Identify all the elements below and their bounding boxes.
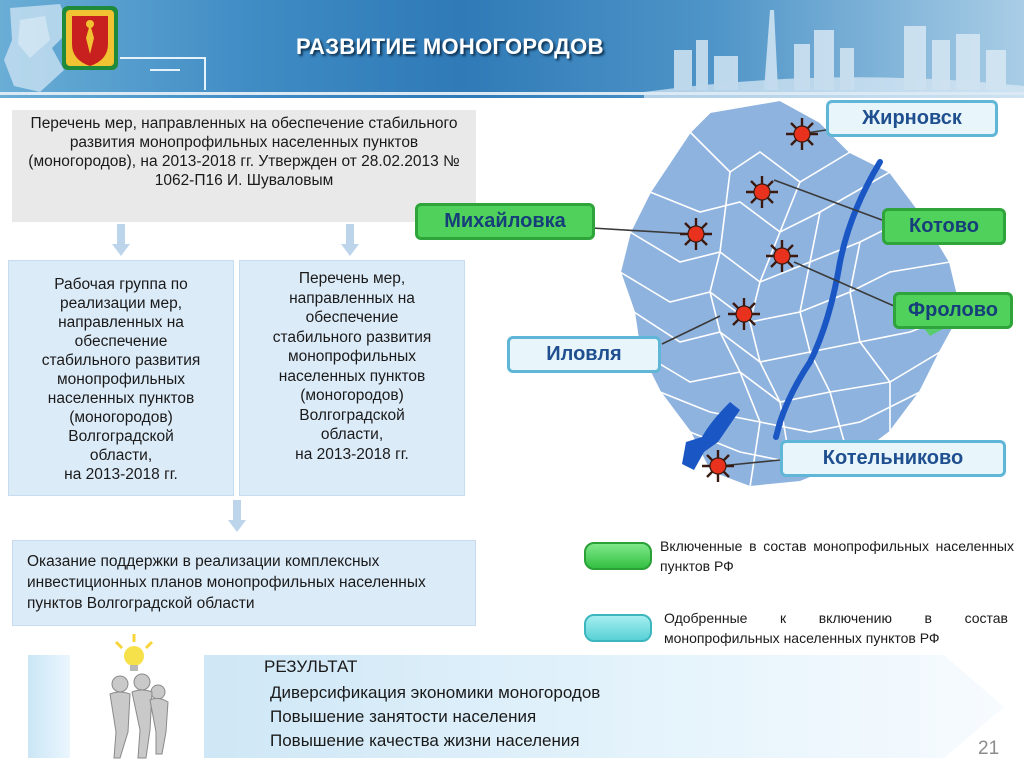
regional-measures-box: Перечень мер, направленных на обеспечение стабильного развития монопрофильных населенных пунктов (моногородов) Волгоградской области, на 2013-2018 гг. (239, 260, 465, 496)
down-arrow-icon (112, 224, 130, 256)
result-item-1: Диверсификация экономики моногородов (270, 683, 601, 702)
page-number: 21 (978, 738, 1000, 759)
city-label-frolovo: Фролово (893, 292, 1013, 329)
city-label-ilovlya: Иловля (507, 336, 661, 373)
page-title: РАЗВИТИЕ МОНОГОРОДОВ (296, 34, 604, 59)
result-item-2: Повышение занятости населения (270, 707, 537, 726)
down-arrow-icon (341, 224, 359, 256)
support-box: Оказание поддержки в реализации комплексных инвестиционных планов монопрофильных населенных пунктов Волгоградской области (12, 540, 476, 626)
city-skyline-graphic (644, 0, 1024, 98)
working-group-box: Рабочая группа по реализации мер, направленных на обеспечение стабильного развития монопрофильных населенных пунктов (моногородов) Волгоградской области, на 2013-2018 гг. (8, 260, 234, 496)
result-item-3: Повышение качества жизни населения (270, 731, 580, 750)
coat-of-arms-icon (60, 4, 120, 72)
result-banner-left (28, 655, 70, 758)
lightbulb-people-icon (96, 632, 178, 762)
legend-included-text: Включенные в состав монопрофильных населенных пунктов РФ (660, 538, 1014, 574)
city-label-kotovo: Котово (882, 208, 1006, 245)
legend-approved-text: Одобренные к включению в состав монопрофильных населенных пунктов РФ (664, 610, 1008, 646)
measures-list-box: Перечень мер, направленных на обеспечение стабильного развития монопрофильных населенных пунктов (моногородов), на 2013-2018 гг. Утвержден от 28.02.2013 № 1062-П16 И. Шуваловым (12, 110, 476, 222)
city-label-mikhaylovka: Михайловка (415, 203, 595, 240)
down-arrow-icon (228, 500, 246, 532)
legend-swatch-approved (584, 614, 652, 642)
result-title: РЕЗУЛЬТАТ (264, 657, 358, 676)
legend-swatch-included (584, 542, 652, 570)
city-label-zhirnovsk: Жирновск (826, 100, 998, 137)
city-label-kotelnikovo: Котельниково (780, 440, 1006, 477)
header-banner (0, 0, 1024, 98)
